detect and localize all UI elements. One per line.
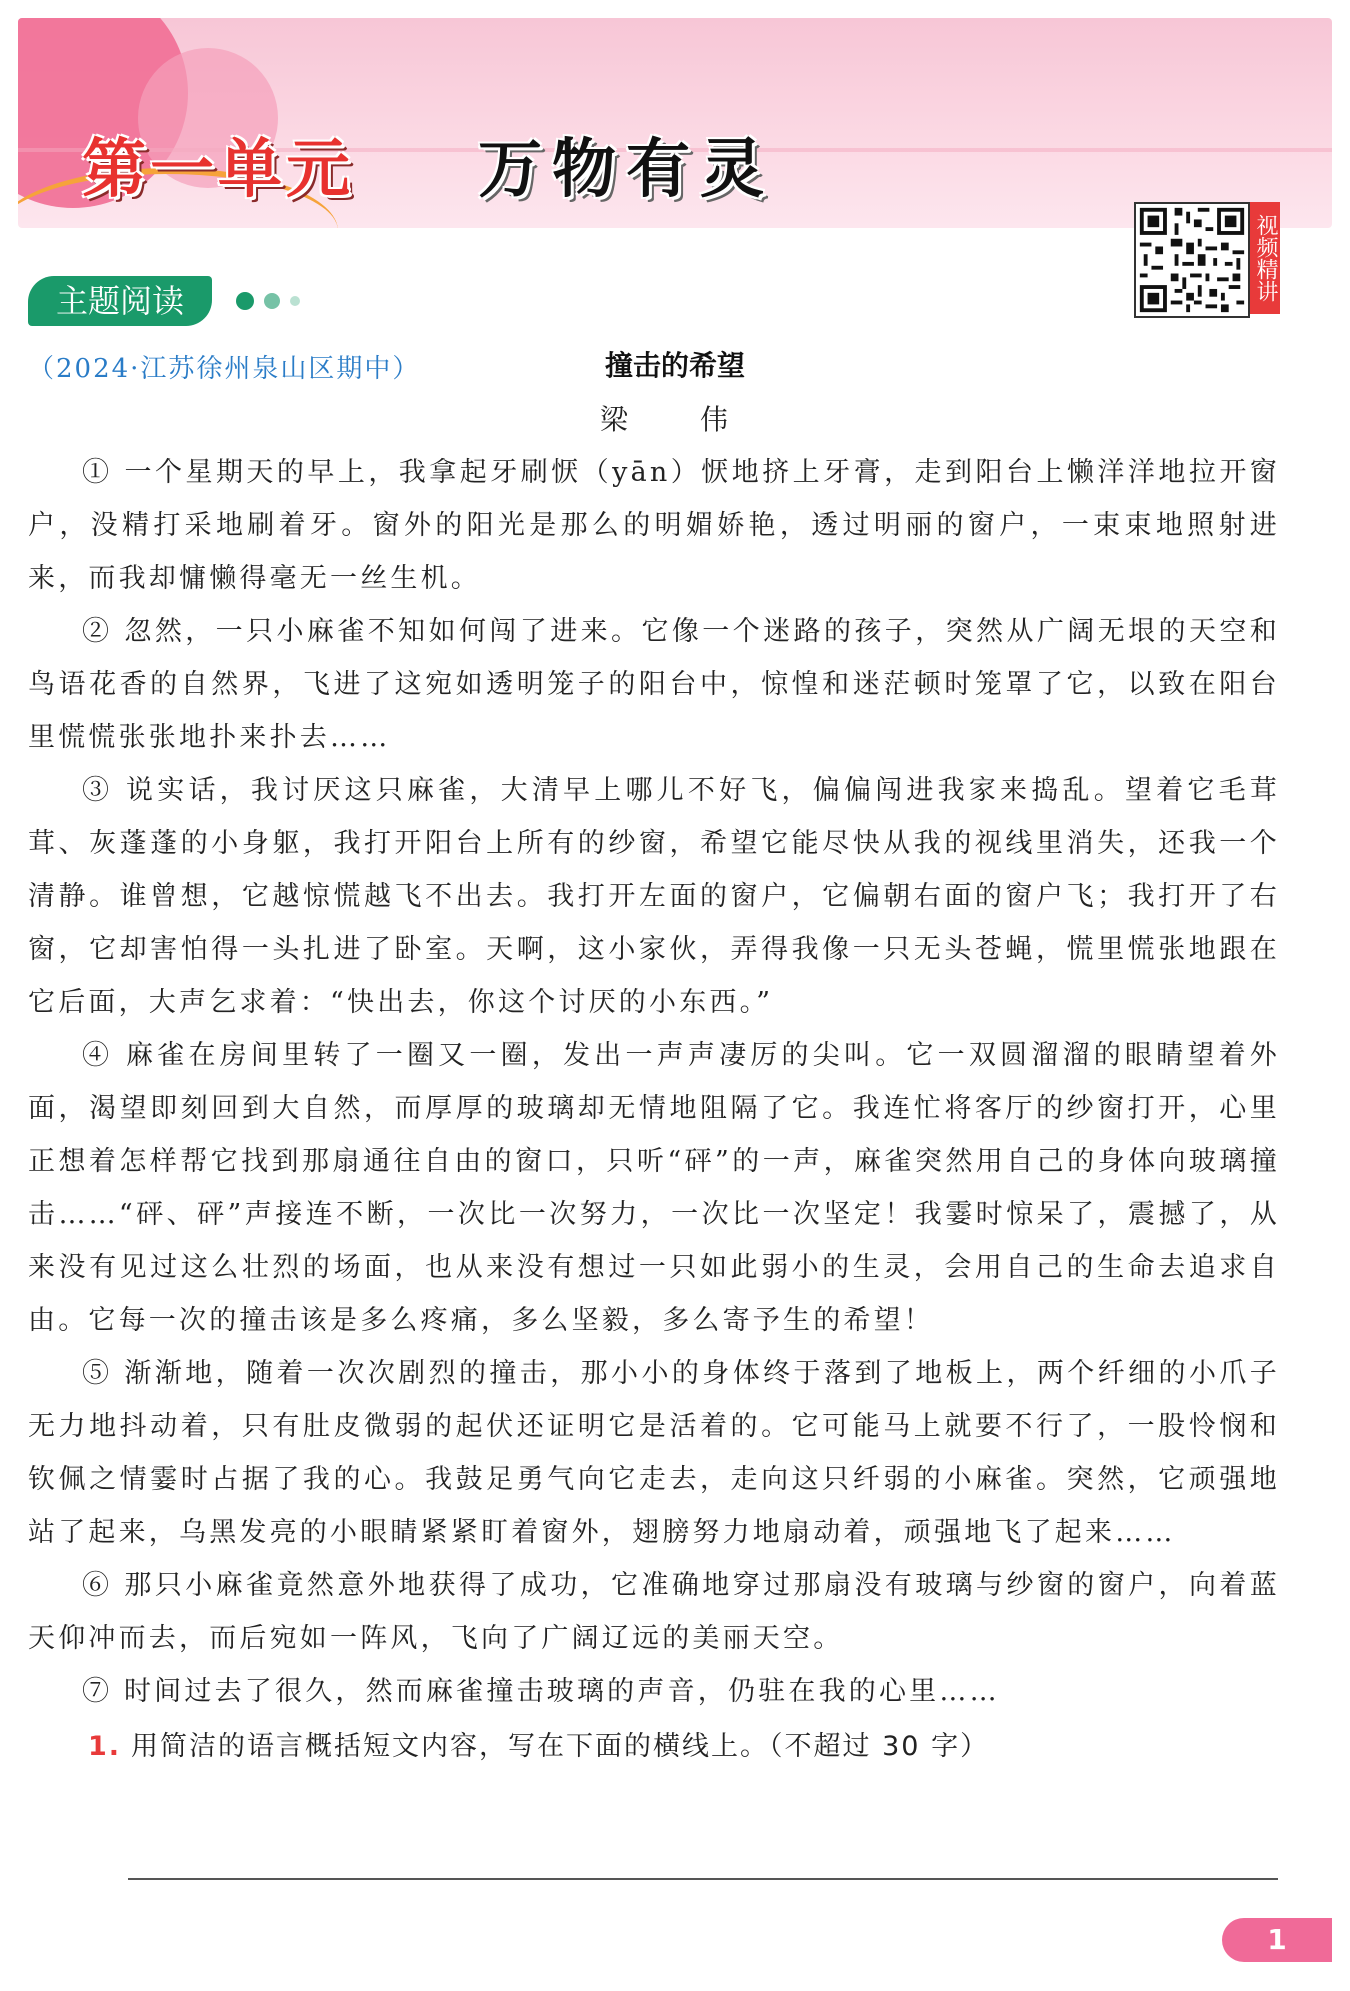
page-number: 1 — [1222, 1918, 1332, 1962]
paragraph: ⑥ 那只小麻雀竟然意外地获得了成功，它准确地穿过那扇没有玻璃与纱窗的窗户，向着蓝天仰冲而去，而后宛如一阵风，飞向了广阔辽远的美丽天空。 — [28, 1570, 1280, 1654]
question-number: 1. — [88, 1731, 122, 1762]
answer-line[interactable] — [128, 1878, 1278, 1880]
dot-icon — [264, 293, 280, 309]
article-title: 撞击的希望 — [604, 349, 745, 382]
section-tab: 主题阅读 — [28, 276, 212, 326]
dot-icon — [236, 292, 254, 310]
unit-label: 第一单元 — [82, 133, 354, 207]
article-author: 梁 伟 — [599, 403, 750, 436]
unit-theme: 万物有灵 — [478, 133, 774, 207]
article-body — [28, 446, 1280, 1773]
article-source: （2024·江苏徐州泉山区期中） — [28, 354, 421, 384]
paragraph: ① 一个星期天的早上，我拿起牙刷恹（yān）恹地挤上牙膏，走到阳台上懒洋洋地拉开窗户，没精打采地刷着牙。窗外的阳光是那么的明媚娇艳，透过明丽的窗户，一束束地照射进来，而我却慵懒得毫无一丝生机。 — [28, 457, 1280, 594]
decorative-dots — [236, 292, 300, 310]
paragraph: ④ 麻雀在房间里转了一圈又一圈，发出一声声凄厉的尖叫。它一双圆溜溜的眼睛望着外面，渴望即刻回到大自然，而厚厚的玻璃却无情地阻隔了它。我连忙将客厅的纱窗打开，心里正想着怎样帮它找到那扇通往自由的窗口，只听“砰”的一声，麻雀突然用自己的身体向玻璃撞击……“砰、砰”声接连不断，一次比一次努力，一次比一次坚定！我霎时惊呆了，震撼了，从来没有见过这么壮烈的场面，也从来没有想过一只如此弱小的生灵，会用自己的生命去追求自由。它每一次的撞击该是多么疼痛，多么坚毅，多么寄予生的希望！ — [28, 1040, 1280, 1336]
qr-caption: 视频精讲 — [1250, 202, 1280, 314]
paragraph: ⑤ 渐渐地，随着一次次剧烈的撞击，那小小的身体终于落到了地板上，两个纤细的小爪子无力地抖动着，只有肚皮微弱的起伏还证明它是活着的。它可能马上就要不行了，一股怜悯和钦佩之情霎时占据了我的心。我鼓足勇气向它走去，走向这只纤弱的小麻雀。突然，它顽强地站了起来，乌黑发亮的小眼睛紧紧盯着窗外，翅膀努力地扇动着，顽强地飞了起来…… — [28, 1358, 1280, 1548]
dot-icon — [290, 296, 300, 306]
paragraph: ③ 说实话，我讨厌这只麻雀，大清早上哪儿不好飞，偏偏闯进我家来捣乱。望着它毛茸茸、灰蓬蓬的小身躯，我打开阳台上所有的纱窗，希望它能尽快从我的视线里消失，还我一个清静。谁曾想，它越惊慌越飞不出去。我打开左面的窗户，它偏朝右面的窗户飞；我打开了右窗，它却害怕得一头扎进了卧室。天啊，这小家伙，弄得我像一只无头苍蝇，慌里慌张地跟在它后面，大声乞求着：“快出去，你这个讨厌的小东西。” — [28, 775, 1280, 1018]
question-1 — [28, 1720, 1280, 1773]
paragraph: ② 忽然，一只小麻雀不知如何闯了进来。它像一个迷路的孩子，突然从广阔无垠的天空和鸟语花香的自然界，飞进了这宛如透明笼子的阳台中，惊惶和迷茫顿时笼罩了它，以致在阳台里慌慌张张地扑来扑去…… — [28, 616, 1280, 753]
qr-code-icon[interactable] — [1134, 202, 1250, 318]
paragraph: ⑦ 时间过去了很久，然而麻雀撞击玻璃的声音，仍驻在我的心里…… — [82, 1676, 1000, 1707]
question-text: 用简洁的语言概括短文内容，写在下面的横线上。（不超过 30 字） — [131, 1731, 990, 1762]
